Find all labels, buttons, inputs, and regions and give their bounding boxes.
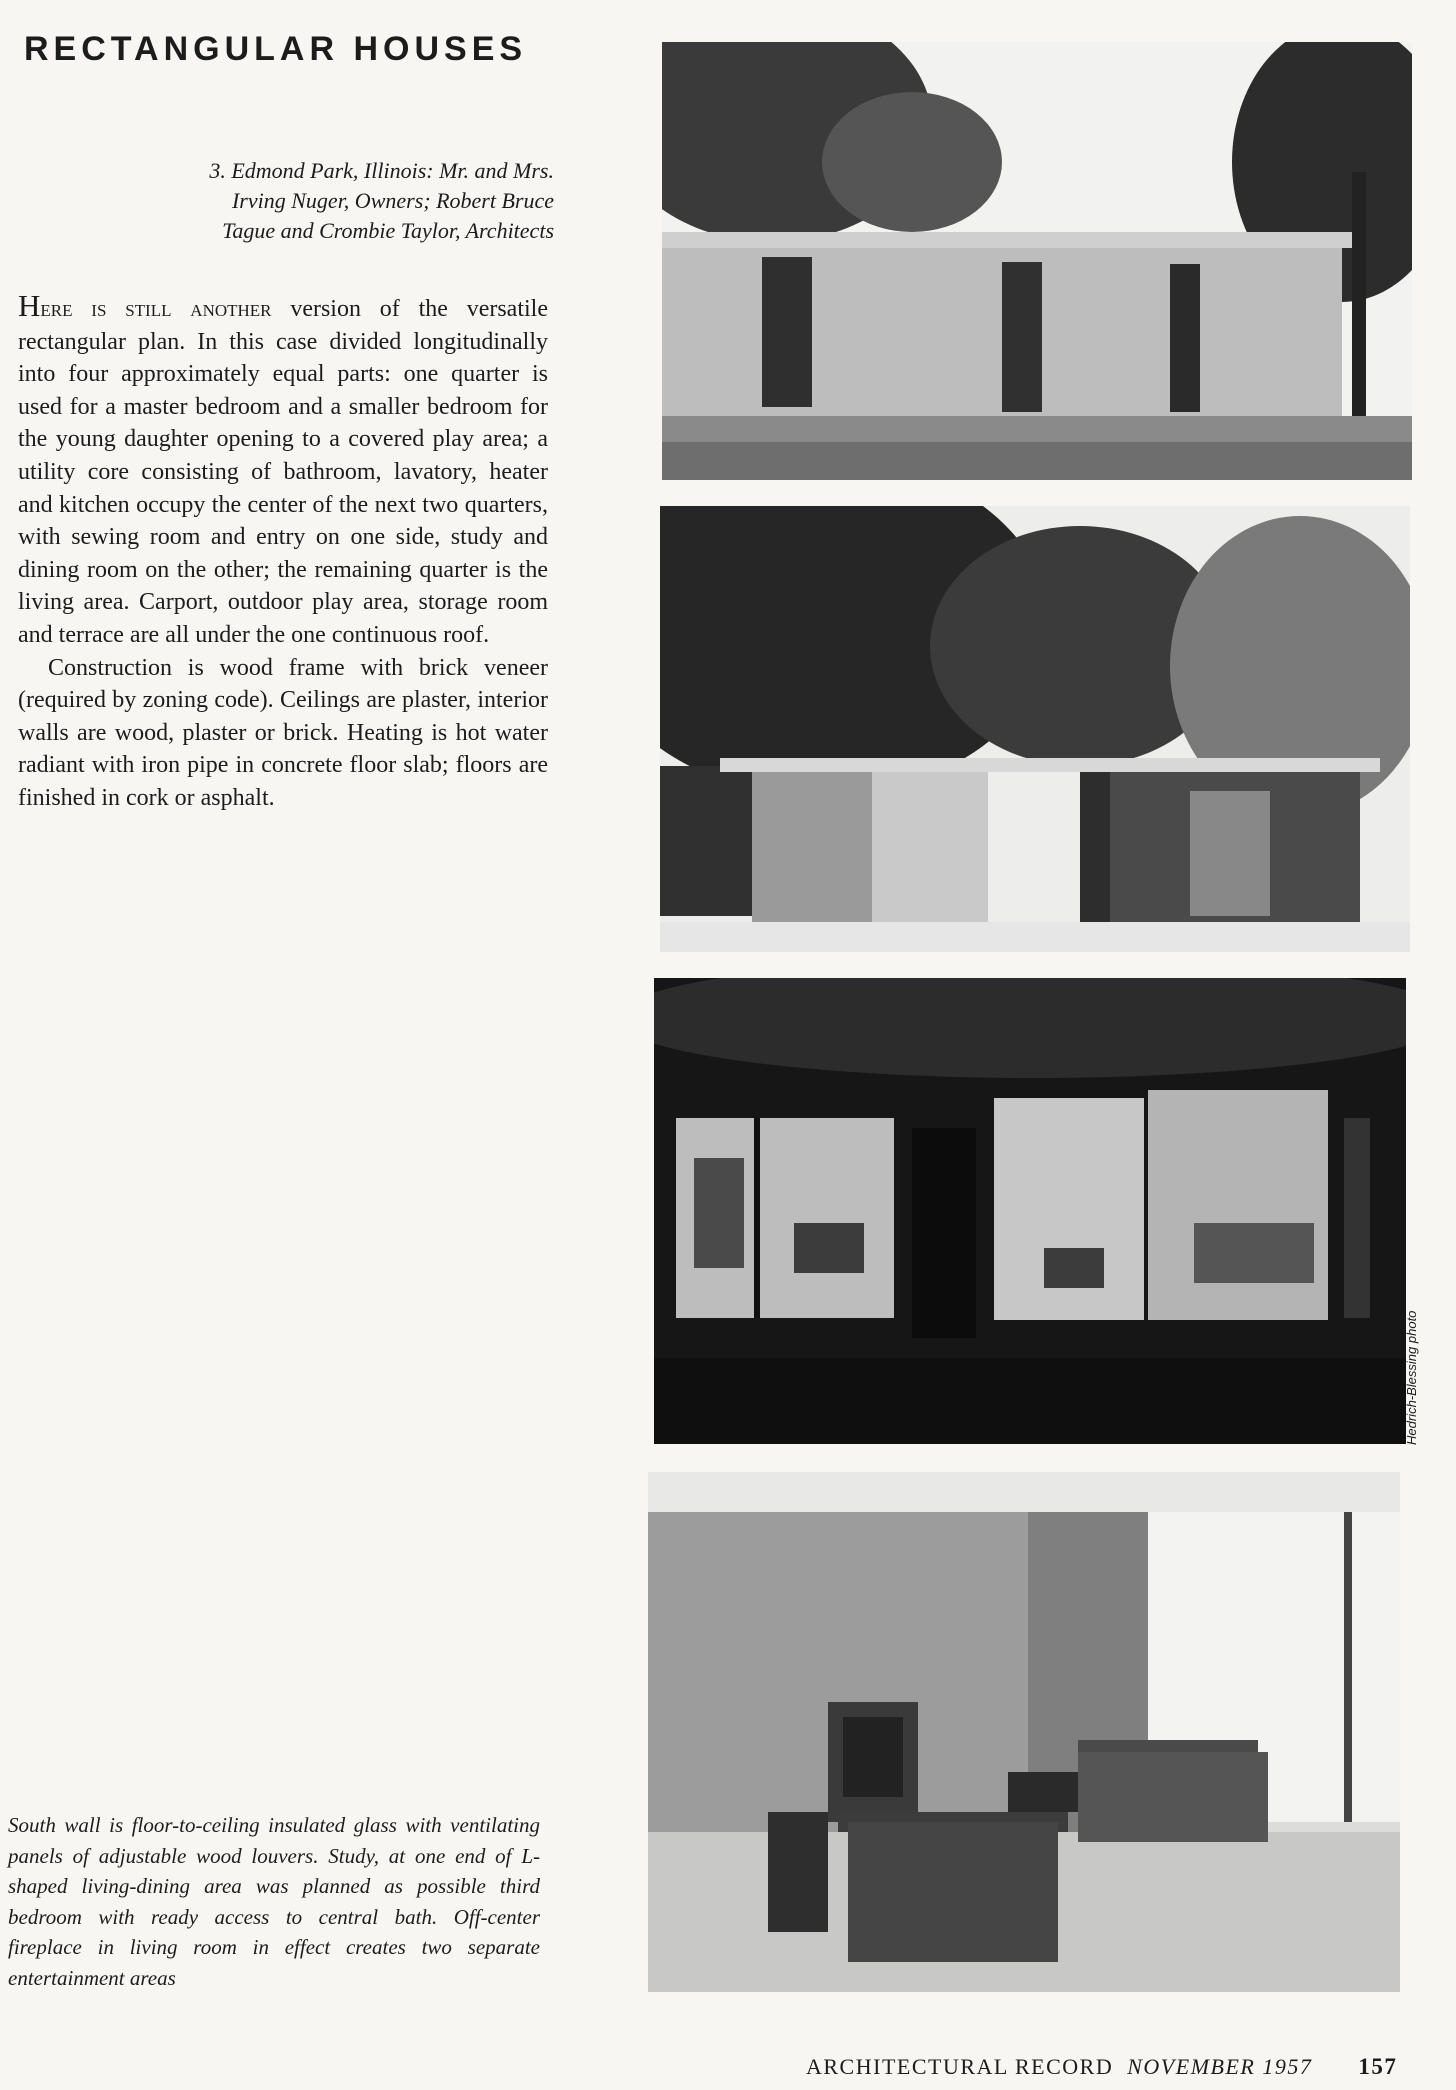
page-number: 157 <box>1358 2054 1398 2079</box>
drop-cap: H <box>18 288 41 323</box>
photo-caption: South wall is floor-to-ceiling insulated glass with ventilating panels of adjustable wood louvers. Study, at one end of L-shaped living-dining area was planned as possible third bedroom with ready access to central bath. Off-center fireplace in living room in effect creates two separate entertainment areas <box>8 1813 540 1990</box>
carport-exterior-photo <box>660 506 1410 952</box>
living-room-interior-photo <box>648 1472 1400 1992</box>
subtitle-line-3: Tague and Crombie Taylor, Architects <box>222 218 554 243</box>
lead-in-smallcaps: ere is still another <box>40 296 272 322</box>
page-footer <box>806 2054 1397 2080</box>
article-body <box>18 290 548 815</box>
body-paragraph-2: Construction is wood frame with brick veneer (required by zoning code). Ceilings are plaster, interior walls are wood, plaster or brick. Heating is hot water radiant with iron pipe in concrete floor slab; floors are finished in cork or asphalt. <box>18 654 548 811</box>
exterior-facade-photo <box>662 42 1412 480</box>
publication-name: ARCHITECTURAL RECORD <box>806 2054 1114 2079</box>
issue-date: NOVEMBER 1957 <box>1127 2054 1313 2079</box>
section-title: RECTANGULAR HOUSES <box>24 30 528 68</box>
body-paragraph-1 <box>18 290 548 652</box>
body-paragraph-1-text: version of the versatile rectangular plan. In this case divided longitudinally into four approximately equal parts: one quarter is used for a master bedroom and a smaller bedroom for the young daughter opening to a covered play area; a utility core consisting of bathroom, lavatory, heater and kitchen occupy the center of the next two quarters, with sewing room and entry on one side, study and dining room on the other; the remaining quarter is the living area. Carport, outdoor play area, storage room and terrace are all under the one continuous roof. <box>18 296 548 648</box>
photo-credit: Hedrich-Blessing photo <box>1404 1310 1419 1445</box>
subtitle-line-1: 3. Edmond Park, Illinois: Mr. and Mrs. <box>209 158 554 183</box>
subtitle-line-2: Irving Nuger, Owners; Robert Bruce <box>231 188 554 213</box>
project-subtitle <box>18 156 554 246</box>
south-glass-wall-photo <box>654 978 1406 1444</box>
